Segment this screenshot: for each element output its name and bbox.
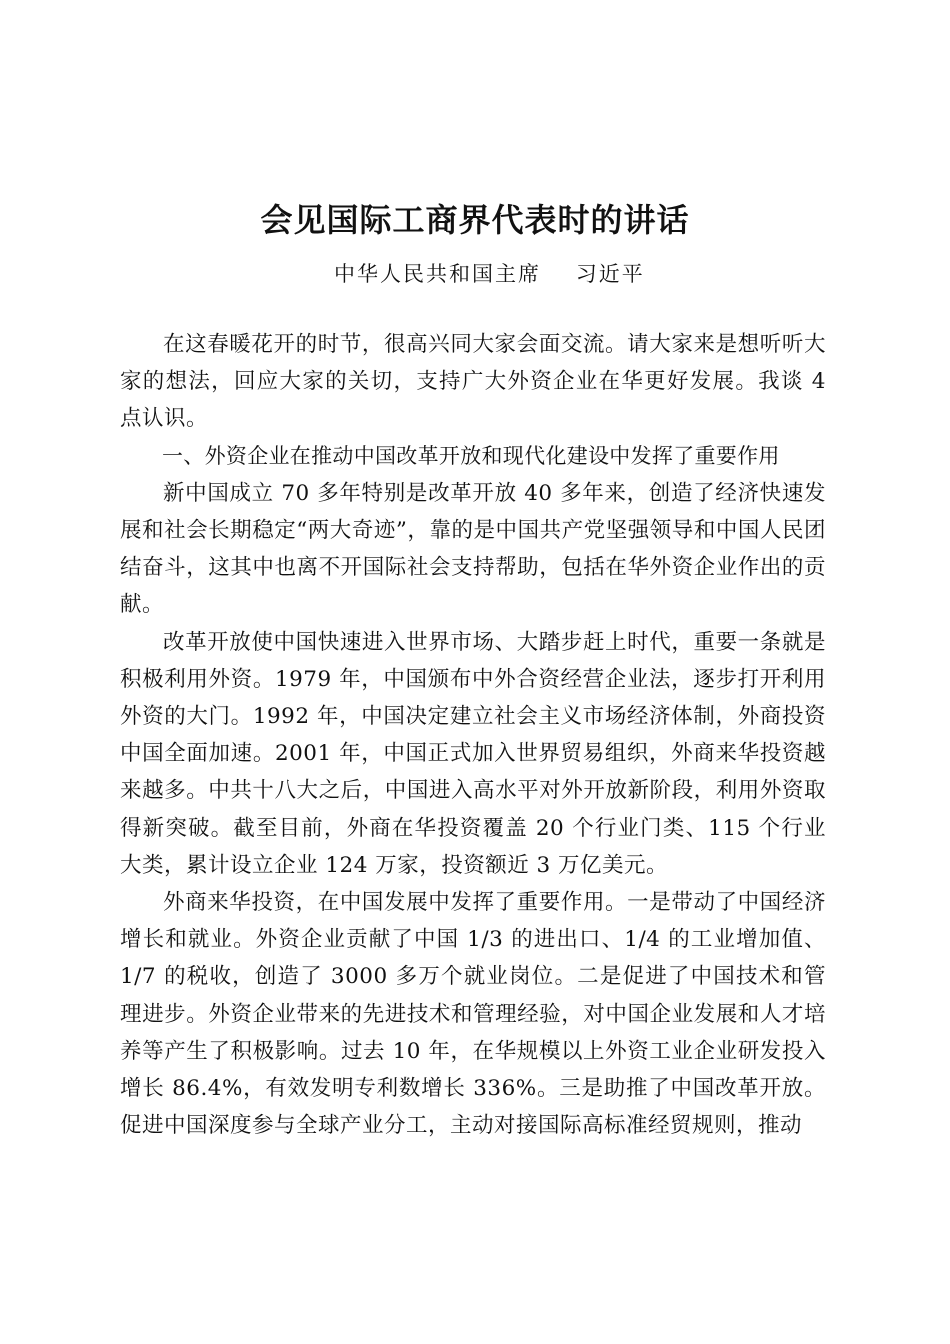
- paragraph: 新中国成立 70 多年特别是改革开放 40 多年来，创造了经济快速发展和社会长期稳定“两大奇迹”，靠的是中国共产党坚强领导和中国人民团结奋斗，这其中也离不开国际社会支持帮助，包括在华外资企业作出的贡献。: [120, 480, 826, 618]
- paragraph: 外商来华投资，在中国发展中发挥了重要作用。一是带动了中国经济增长和就业。外资企业贡献了中国 1/3 的进出口、1/4 的工业增加值、1/7 的税收，创造了 3000 多万个就业岗位。二是促进了中国技术和管理进步。外资企业带来的先进技术和管理经验，对中国企业发展和人才培养等产生了积极影响。过去 10 年，在华规模以上外资工业企业研发投入增长 86.4%，有效发明专利数增长 336%。三是助推了中国改革开放。促进中国深度参与全球产业分工，主动对接国际高标准经贸规则，推动: [120, 890, 826, 1139]
- paragraph-intro: 在这春暖花开的时节，很高兴同大家会面交流。请大家来是想听听大家的想法，回应大家的关切，支持广大外资企业在华更好发展。我谈 4 点认识。: [120, 332, 826, 432]
- document-author: 中华人民共和国主席 习近平: [334, 262, 645, 286]
- document-body: [120, 326, 826, 1144]
- paragraph: 改革开放使中国快速进入世界市场、大踏步赶上时代，重要一条就是积极利用外资。1979 年，中国颁布中外合资经营企业法，逐步打开利用外资的大门。1992 年，中国决定建立社会主义市场经济体制，外商投资中国全面加速。2001 年，中国正式加入世界贸易组织，外商来华投资越来越多。中共十八大之后，中国进入高水平对外开放新阶段，利用外资取得新突破。截至目前，外商在华投资覆盖 20 个行业门类、115 个行业大类，累计设立企业 124 万家，投资额近 3 万亿美元。: [120, 629, 826, 878]
- document-title: 会见国际工商界代表时的讲话: [260, 201, 690, 239]
- section-heading-1: 一、外资企业在推动中国改革开放和现代化建设中发挥了重要作用: [162, 443, 780, 468]
